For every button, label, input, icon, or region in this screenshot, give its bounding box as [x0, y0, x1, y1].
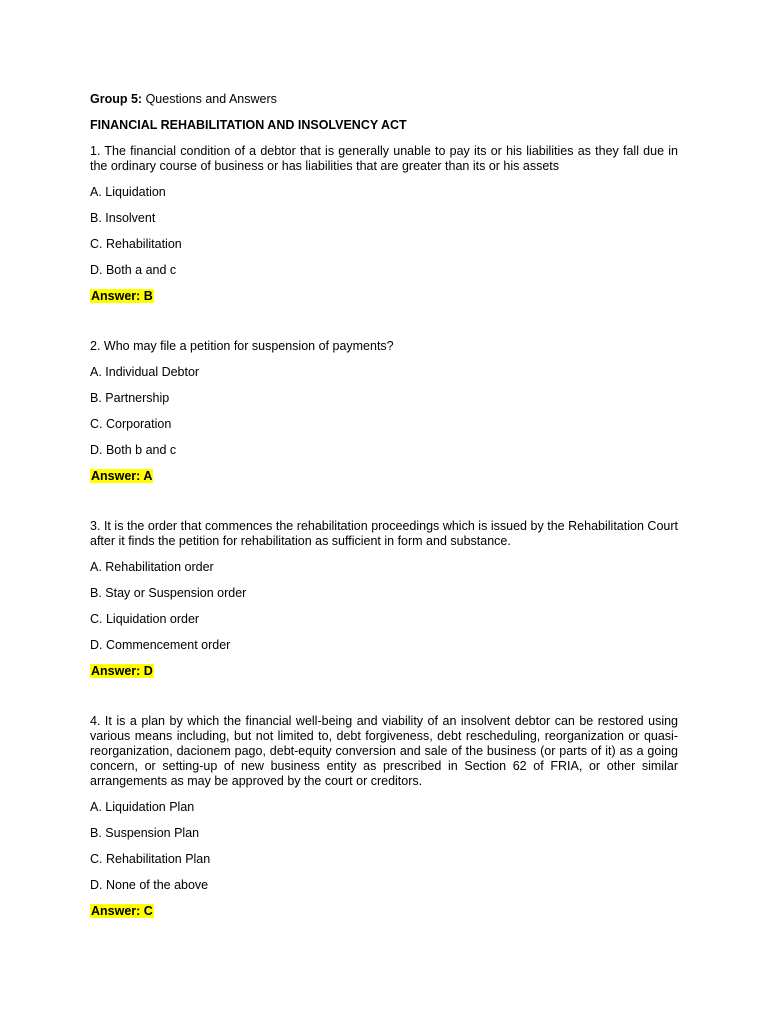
answer-highlight: Answer: D — [91, 664, 153, 678]
option-c: C. Rehabilitation — [90, 237, 182, 251]
answer-line — [90, 904, 678, 919]
document-page — [90, 92, 678, 930]
question-block-3 — [90, 519, 678, 679]
group-heading — [90, 92, 678, 107]
question-block-2 — [90, 339, 678, 484]
answer-line — [90, 289, 678, 304]
question-text: 4. It is a plan by which the financial well-being and viability of an insolvent debtor can be restored using various means including, but not limited to, debt forgiveness, debt rescheduling, reorganization or quasi-reorganization, dacionem pago, debt-equity conversion and sale of the business (or parts of it) as a going concern, or setting-up of new business entity as prescribed in Section 62 of FRIA, or other similar arrangements as may be approved by the court or creditors. — [90, 714, 678, 788]
group-subtitle: Questions and Answers — [145, 92, 277, 106]
question-text: 2. Who may file a petition for suspension of payments? — [90, 339, 394, 353]
answer-line — [90, 469, 678, 484]
question-text: 1. The financial condition of a debtor that is generally unable to pay its or his liabilities as they fall due in the ordinary course of business or has liabilities that are greater than its or his assets — [90, 144, 678, 173]
option-d: D. Both b and c — [90, 443, 177, 457]
document-title: FINANCIAL REHABILITATION AND INSOLVENCY ACT — [90, 118, 407, 132]
option-d: D. Commencement order — [90, 638, 231, 652]
answer-highlight: Answer: A — [91, 469, 153, 483]
option-d: D. None of the above — [90, 878, 209, 892]
question-block-4 — [90, 714, 678, 919]
option-c: C. Rehabilitation Plan — [90, 852, 211, 866]
option-a: A. Rehabilitation order — [90, 560, 214, 574]
option-b: B. Suspension Plan — [90, 826, 200, 840]
option-c: C. Corporation — [90, 417, 172, 431]
option-b: B. Insolvent — [90, 211, 156, 225]
option-d: D. Both a and c — [90, 263, 177, 277]
group-label: Group 5: — [90, 92, 143, 106]
option-a: A. Individual Debtor — [90, 365, 200, 379]
option-b: B. Partnership — [90, 391, 170, 405]
option-a: A. Liquidation — [90, 185, 166, 199]
option-a: A. Liquidation Plan — [90, 800, 195, 814]
answer-highlight: Answer: B — [91, 289, 153, 303]
answer-highlight: Answer: C — [91, 904, 153, 918]
answer-line — [90, 664, 678, 679]
option-b: B. Stay or Suspension order — [90, 586, 247, 600]
question-text: 3. It is the order that commences the rehabilitation proceedings which is issued by the Rehabilitation Court after it finds the petition for rehabilitation as sufficient in form and substance. — [90, 519, 678, 548]
option-c: C. Liquidation order — [90, 612, 200, 626]
question-block-1 — [90, 144, 678, 304]
